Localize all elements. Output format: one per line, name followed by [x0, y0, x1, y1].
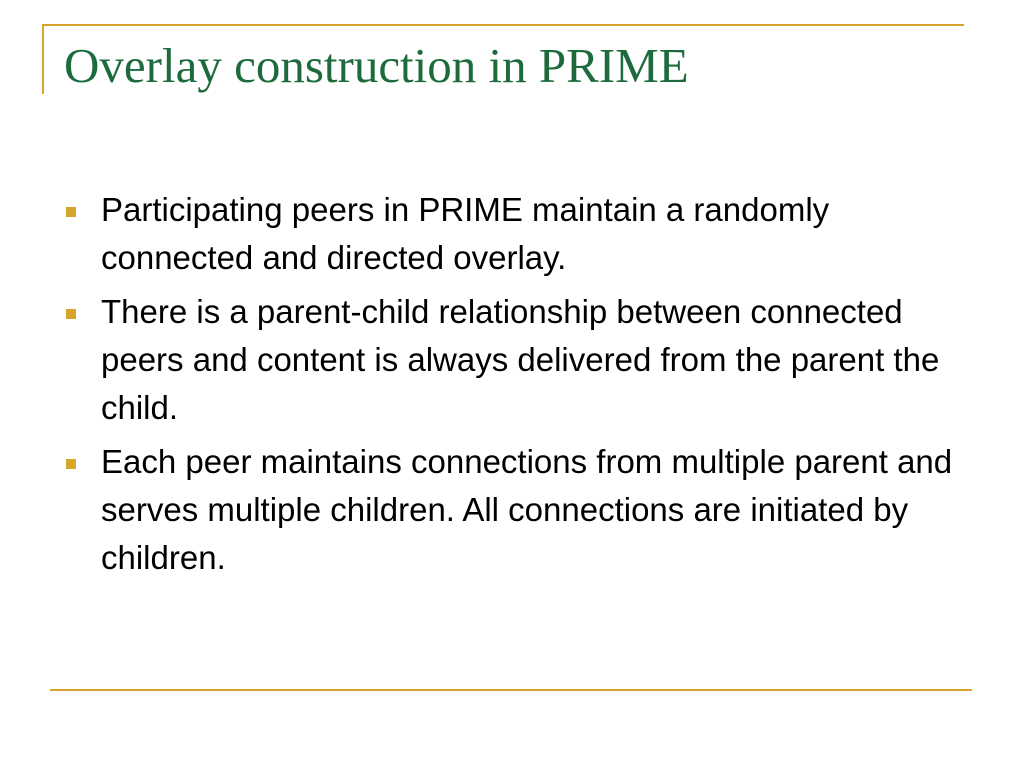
slide-title: Overlay construction in PRIME: [64, 38, 689, 93]
square-bullet-icon: [66, 459, 76, 469]
bullet-text: Participating peers in PRIME maintain a randomly connected and directed overlay.: [101, 191, 830, 276]
square-bullet-icon: [66, 207, 76, 217]
bullet-item: [62, 438, 962, 582]
title-top-rule: [42, 24, 964, 26]
bullet-list: [62, 186, 962, 588]
bullet-text: There is a parent-child relationship between connected peers and content is always delivered from the parent the child.: [101, 293, 940, 426]
footer-rule: [50, 689, 972, 691]
square-bullet-icon: [66, 309, 76, 319]
bullet-item: [62, 288, 962, 432]
bullet-text: Each peer maintains connections from multiple parent and serves multiple children. All connections are initiated by children.: [101, 443, 953, 576]
bullet-item: [62, 186, 962, 282]
title-left-rule: [42, 24, 44, 94]
